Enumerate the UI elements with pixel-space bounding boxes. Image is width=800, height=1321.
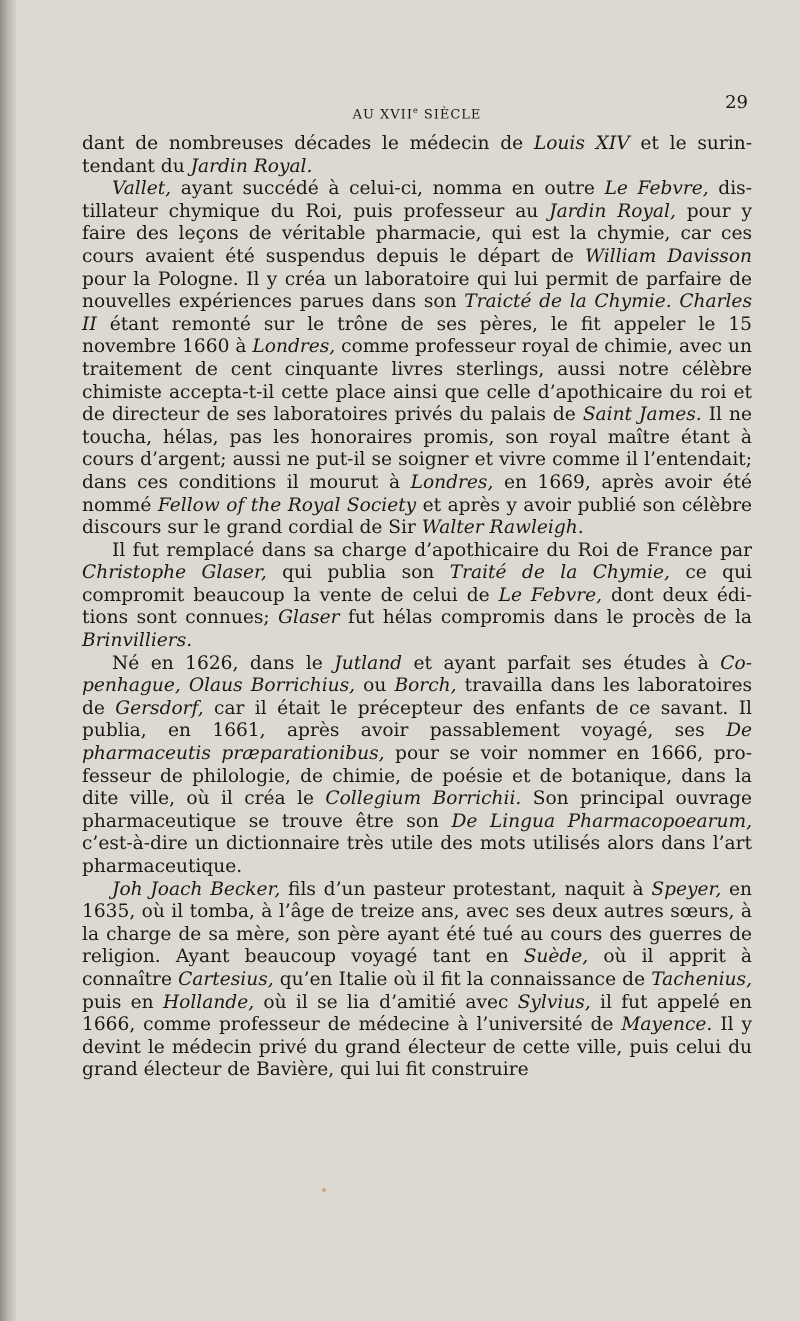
text-segment: Il y devint le médecin privé du grand électeur de cette ville, puis celui du grand électeur de Bavière, qui lui fit construire <box>82 1014 752 1081</box>
text-segment: fut hélas compromis dans le procès de la <box>339 607 752 629</box>
text-segment: c’est-à-dire un dictionnaire très utile des mots utilisés alors dans l’art pharmaceutique. <box>82 833 752 877</box>
italic-segment: Mayence. <box>621 1014 713 1036</box>
italic-segment: Brinvilliers. <box>82 630 193 652</box>
italic-segment: Saint James. <box>582 404 702 426</box>
paragraph <box>82 540 752 653</box>
paragraph <box>82 133 752 178</box>
italic-segment: Joh Joach Becker, <box>112 878 281 900</box>
text-segment: en 1669, après avoir été nommé <box>82 471 752 516</box>
italic-segment: Traité de la Chymie, <box>449 562 670 584</box>
text-segment: fils d’un pasteur protestant, naquit à <box>280 878 652 900</box>
text-segment: dant de nombreuses décades le médecin de <box>82 133 534 154</box>
page-number: 29 <box>725 92 748 113</box>
text-segment: qu’en Italie où il fit la connaissance de <box>273 968 652 990</box>
italic-segment: Collegium Borrichii. <box>325 788 522 810</box>
text-segment: étant remonté sur le trône de ses pères, le fit appeler le 15 novembre 1660 à <box>82 313 752 358</box>
text-segment: Il fut remplacé dans sa charge d’apothicaire du Roi de France par <box>112 539 752 561</box>
italic-segment: Londres, <box>410 471 494 493</box>
text-segment: puis en <box>82 991 163 1013</box>
italic-segment: Traicté de la Chymie. <box>464 291 672 313</box>
text-segment: Son principal ouvrage pharmaceutique se trouve être son <box>82 788 753 832</box>
paragraph <box>82 178 752 540</box>
text-segment: où il apprit à connaître <box>82 946 752 990</box>
text-segment: dont deux éditions sont connues; <box>82 584 752 629</box>
page-binding-edge <box>0 0 16 1321</box>
text-segment: comme professeur royal de chimie, avec un traitement de cent cinquante livres sterlings, aussi notre célèbre chimiste accepta-t-il cette place ainsi que celle d’apothicaire du roi et de directeur de ses laboratoires privés du palais de <box>82 336 752 426</box>
text-segment: et le surintendant du <box>82 133 752 177</box>
italic-segment: William Davisson <box>584 245 753 267</box>
italic-segment: Fellow of the Royal Society <box>157 494 417 516</box>
italic-segment: Speyer, <box>651 878 722 900</box>
italic-segment: Gersdorf, <box>115 697 204 719</box>
italic-segment: Copenhague, Olaus Borrichius, <box>82 652 752 697</box>
body-text <box>82 133 752 1082</box>
italic-segment: Cartesius, <box>178 968 274 990</box>
text-segment: distillateur chymique du Roi, puis professeur au <box>82 178 752 222</box>
paragraph <box>82 879 752 1082</box>
italic-segment: Louis XIV <box>533 133 630 154</box>
text-segment: et après y avoir publié son célèbre discours sur le grand cordial de Sir <box>82 494 752 539</box>
italic-segment: De pharmaceutis præparationibus, <box>82 720 752 765</box>
book-page <box>16 0 800 1321</box>
italic-segment: Jutland <box>334 652 403 674</box>
text-segment: et ayant parfait ses études à <box>402 652 721 674</box>
italic-segment: Jardin Royal. <box>190 155 313 177</box>
italic-segment: Hollande, <box>162 991 255 1013</box>
italic-segment: Walter Rawleigh. <box>421 517 584 539</box>
text-segment: qui publia son <box>266 562 450 584</box>
text-segment: Né en 1626, dans le <box>112 652 335 674</box>
running-title: AU XVIIe SIÈCLE <box>352 106 482 123</box>
italic-segment: Suède, <box>523 946 589 968</box>
text-segment: en 1635, où il tomba, à l’âge de treize ans, avec ses deux autres sœurs, à la charge de sa mère, son père ayant été tué au cours des guerres de religion. Ayant beaucoup voyagé tant en <box>82 878 752 968</box>
italic-segment: Charles II <box>82 291 752 335</box>
italic-segment: Glaser <box>278 607 340 629</box>
italic-segment: Vallet, <box>112 178 172 200</box>
text-segment: où il se lia d’amitié avec <box>254 991 518 1013</box>
italic-segment: Jardin Royal, <box>549 200 676 222</box>
text-segment: travailla dans les laboratoires de <box>82 675 752 719</box>
text-segment: pour y faire des leçons de véritable pharmacie, qui est la chymie, car ces cours avaient été suspendus depuis le départ de <box>82 200 752 267</box>
text-segment: Il ne toucha, hélas, pas les honoraires promis, son royal maître étant à cours d’argent; aussi ne put-il se soigner et vivre comme il l’entendait; dans ces conditions il mourut à <box>82 404 752 493</box>
text-segment: ce qui compromit beaucoup la vente de celui de <box>82 562 752 606</box>
italic-segment: Le Febvre, <box>604 178 709 200</box>
text-segment: pour la Pologne. Il y créa un laboratoire qui lui permit de parfaire de nouvelles expériences parues dans son <box>82 268 752 313</box>
italic-segment: Borch, <box>394 675 457 697</box>
italic-segment: Christophe Glaser, <box>82 562 267 584</box>
italic-segment: De Lingua Pharmacopoearum, <box>451 810 753 832</box>
paper-speck <box>322 1188 326 1192</box>
italic-segment: Le Febvre, <box>498 584 603 606</box>
italic-segment: Sylvius, <box>517 991 591 1013</box>
text-segment: car il était le précepteur des enfants de ce savant. Il publia, en 1661, après avoir passablement voyagé, ses <box>82 697 752 742</box>
running-head <box>86 92 748 122</box>
text-segment: ayant succédé à celui-ci, nomma en outre <box>171 178 605 200</box>
text-segment: pour se voir nommer en 1666, professeur de philologie, de chimie, de poésie et de botanique, dans la dite ville, où il créa le <box>82 743 752 810</box>
italic-segment: Tachenius, <box>651 968 752 990</box>
paragraph <box>82 653 752 879</box>
text-segment: ou <box>355 675 395 697</box>
italic-segment: Londres, <box>252 336 336 358</box>
text-segment: il fut appelé en 1666, comme professeur de médecine à l’université de <box>82 991 752 1036</box>
